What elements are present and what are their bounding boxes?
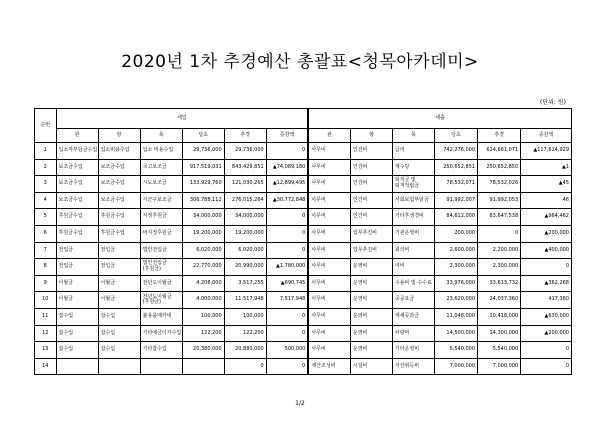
expenditure-supplementary-cell: 7,000,000 [478, 358, 521, 375]
table-row [35, 242, 572, 259]
revenue-mok-cell: 불용품매각대 [140, 308, 182, 325]
revenue-mok-cell: 지정후원금 [140, 209, 182, 226]
revenue-original-cell: 34,000,000 [182, 209, 224, 226]
row-number: 11 [35, 308, 57, 325]
revenue-change-cell: ▲30,772,848 [266, 192, 308, 209]
revenue-gwan-cell: 후원금수입 [56, 225, 98, 242]
revenue-mok-cell: 비지정후원금 [140, 225, 182, 242]
expenditure-change-cell: 0 [521, 358, 572, 375]
expenditure-change-cell: ▲117,614,929 [521, 143, 572, 160]
revenue-hang-cell [98, 358, 140, 375]
expenditure-change-cell: ▲400,000 [521, 242, 572, 259]
expenditure-supplementary-cell: 2,300,000 [478, 259, 521, 276]
expenditure-original-cell: 250,652,851 [434, 159, 477, 176]
expenditure-supplementary-cell: 2,200,000 [478, 242, 521, 259]
expenditure-original-cell: 14,500,000 [434, 325, 477, 342]
revenue-original-cell: 19,200,000 [182, 225, 224, 242]
expenditure-original-cell: 2,300,000 [434, 259, 477, 276]
revenue-gwan-cell: 잡수입 [56, 342, 98, 359]
revenue-mok-cell: 전년도이월금(후원금) [140, 292, 182, 309]
expenditure-gwan-cell: 사무비 [308, 259, 350, 276]
expenditure-original-cell: 200,000 [434, 225, 477, 242]
revenue-gwan-cell: 입소자부담금수입 [56, 143, 98, 160]
expenditure-supplementary-cell: 5,540,000 [478, 342, 521, 359]
expenditure-change-cell: ▲964,462 [521, 209, 572, 226]
revenue-mok-cell: 전년도이월금 [140, 275, 182, 292]
expenditure-gwan-cell: 사무비 [308, 143, 350, 160]
row-number: 12 [35, 325, 57, 342]
revenue-supplementary-cell: 20,990,000 [224, 259, 266, 276]
expenditure-gwan-cell: 사무비 [308, 308, 350, 325]
table-row [35, 192, 572, 209]
row-number: 9 [35, 275, 57, 292]
revenue-mok-cell: 법인전입금(후원금) [140, 259, 182, 276]
expenditure-change-cell: ▲200,000 [521, 325, 572, 342]
header-row-sections [35, 109, 572, 129]
row-number: 13 [35, 342, 57, 359]
table-row [35, 292, 572, 309]
revenue-supplementary-cell: 11,517,948 [224, 292, 266, 309]
expenditure-change-cell: 0 [521, 259, 572, 276]
expenditure-hang-cell: 운영비 [350, 308, 392, 325]
expenditure-supplementary-cell: 78,532,026 [478, 176, 521, 193]
seq-header: 순번 [35, 109, 57, 143]
expenditure-mok-cell: 자산취득비 [392, 358, 434, 375]
table-row [35, 325, 572, 342]
revenue-change-cell: ▲74,089,180 [266, 159, 308, 176]
revenue-gwan-cell: 이월금 [56, 275, 98, 292]
row-number: 14 [35, 358, 57, 375]
revenue-mok-cell: 시도보조금 [140, 176, 182, 193]
revenue-mok-cell: 국고보조금 [140, 159, 182, 176]
expenditure-original-cell: 78,532,071 [434, 176, 477, 193]
expenditure-change-cell: 46 [521, 192, 572, 209]
expenditure-supplementary-cell: 24,037,360 [478, 292, 521, 309]
expenditure-hang-cell: 업무추진비 [350, 225, 392, 242]
revenue-mok-cell: 기타잡수입 [140, 342, 182, 359]
expenditure-mok-cell: 여비 [392, 259, 434, 276]
expenditure-header: 세출 [308, 109, 571, 129]
revenue-change-cell: 0 [266, 358, 308, 375]
expenditure-original-cell: 23,620,000 [434, 292, 477, 309]
revenue-change-cell: 0 [266, 143, 308, 160]
row-number: 10 [35, 292, 57, 309]
expenditure-hang-cell: 인건비 [350, 176, 392, 193]
revenue-hang-cell: 잡수입 [98, 342, 140, 359]
document-title: 2020년 1차 추경예산 총괄표<청목아카데미> [121, 52, 479, 72]
revenue-hang-cell: 후원금수입 [98, 209, 140, 226]
revenue-original-cell: 4,208,000 [182, 275, 224, 292]
table-row [35, 209, 572, 226]
expenditure-original-cell: 742,276,000 [434, 143, 477, 160]
expenditure-supplementary-cell: 91,992,053 [478, 192, 521, 209]
revenue-supplementary-cell: 3,517,255 [224, 275, 266, 292]
unit-label: (단위: 원) [540, 99, 566, 106]
revenue-mok-cell: 법인전입금 [140, 242, 182, 259]
expenditure-hang-cell: 운영비 [350, 275, 392, 292]
revenue-gwan-cell [56, 358, 98, 375]
revenue-hang-cell: 보조금수입 [98, 176, 140, 193]
expenditure-original-cell: 84,612,000 [434, 209, 477, 226]
expenditure-col-header: 당초 [434, 129, 477, 143]
table-row [35, 176, 572, 193]
revenue-change-cell: ▲690,745 [266, 275, 308, 292]
expenditure-hang-cell: 운영비 [350, 342, 392, 359]
revenue-mok-cell: 기타예금이자수입 [140, 325, 182, 342]
expenditure-mok-cell: 사회보험부담금 [392, 192, 434, 209]
revenue-original-cell [182, 358, 224, 375]
revenue-change-cell: 7,517,948 [266, 292, 308, 309]
expenditure-mok-cell: 급여 [392, 143, 434, 160]
revenue-gwan-cell: 잡수입 [56, 308, 98, 325]
table-row [35, 159, 572, 176]
revenue-col-header: 관 [56, 129, 98, 143]
revenue-col-header: 증감액 [266, 129, 308, 143]
expenditure-supplementary-cell: 83,647,538 [478, 209, 521, 226]
expenditure-hang-cell: 업무추진비 [350, 242, 392, 259]
expenditure-mok-cell: 기타운영비 [392, 342, 434, 359]
expenditure-gwan-cell: 사무비 [308, 225, 350, 242]
expenditure-mok-cell: 퇴직금 및 퇴직적립금 [392, 176, 434, 193]
expenditure-mok-cell: 공공요금 [392, 292, 434, 309]
revenue-gwan-cell: 전입금 [56, 259, 98, 276]
expenditure-gwan-cell: 사무비 [308, 342, 350, 359]
header-row-columns [35, 129, 572, 143]
expenditure-change-cell: ▲200,000 [521, 225, 572, 242]
revenue-mok-cell: 입소 비용수입 [140, 143, 182, 160]
expenditure-gwan-cell: 사무비 [308, 242, 350, 259]
page-number: 1/2 [295, 400, 305, 407]
revenue-original-cell: 4,000,000 [182, 292, 224, 309]
expenditure-mok-cell: 제수당 [392, 159, 434, 176]
revenue-original-cell: 6,020,000 [182, 242, 224, 259]
revenue-supplementary-cell: 6,020,000 [224, 242, 266, 259]
expenditure-mok-cell: 수용비 및 수수료 [392, 275, 434, 292]
revenue-supplementary-cell: 34,000,000 [224, 209, 266, 226]
revenue-original-cell: 133,929,760 [182, 176, 224, 193]
expenditure-change-cell: 0 [521, 342, 572, 359]
row-number: 4 [35, 192, 57, 209]
expenditure-col-header: 증감액 [521, 129, 572, 143]
expenditure-gwan-cell: 사무비 [308, 275, 350, 292]
expenditure-original-cell: 91,992,007 [434, 192, 477, 209]
expenditure-hang-cell: 인건비 [350, 209, 392, 226]
expenditure-change-cell: ▲1 [521, 159, 572, 176]
expenditure-supplementary-cell: 10,418,000 [478, 308, 521, 325]
row-number: 8 [35, 259, 57, 276]
revenue-original-cell: 20,380,000 [182, 342, 224, 359]
revenue-col-header: 당초 [182, 129, 224, 143]
expenditure-gwan-cell: 재산조성비 [308, 358, 350, 375]
revenue-mok-cell [140, 358, 182, 375]
table-row [35, 259, 572, 276]
table-row [35, 225, 572, 242]
table-row [35, 143, 572, 160]
revenue-change-cell: 0 [266, 209, 308, 226]
revenue-supplementary-cell: 0 [224, 358, 266, 375]
revenue-header: 세입 [56, 109, 308, 129]
expenditure-col-header: 목 [392, 129, 434, 143]
row-number: 7 [35, 242, 57, 259]
expenditure-mok-cell: 차량비 [392, 325, 434, 342]
expenditure-col-header: 관 [308, 129, 350, 143]
table-row [35, 342, 572, 359]
expenditure-col-header: 항 [350, 129, 392, 143]
revenue-hang-cell: 보조금수입 [98, 192, 140, 209]
expenditure-supplementary-cell: 33,613,732 [478, 275, 521, 292]
revenue-hang-cell: 잡수입 [98, 325, 140, 342]
revenue-change-cell: 0 [266, 242, 308, 259]
expenditure-gwan-cell: 사무비 [308, 192, 350, 209]
revenue-hang-cell: 후원금수입 [98, 225, 140, 242]
expenditure-original-cell: 7,000,000 [434, 358, 477, 375]
revenue-hang-cell: 입소비용수입 [98, 143, 140, 160]
expenditure-hang-cell: 인건비 [350, 143, 392, 160]
revenue-supplementary-cell: 122,200 [224, 325, 266, 342]
revenue-original-cell: 122,200 [182, 325, 224, 342]
revenue-change-cell: ▲1,780,000 [266, 259, 308, 276]
expenditure-hang-cell: 운영비 [350, 259, 392, 276]
revenue-hang-cell: 잡수입 [98, 308, 140, 325]
revenue-supplementary-cell: 20,880,000 [224, 342, 266, 359]
revenue-hang-cell: 이월금 [98, 292, 140, 309]
revenue-original-cell: 917,519,031 [182, 159, 224, 176]
expenditure-mok-cell: 기타후생경비 [392, 209, 434, 226]
expenditure-hang-cell: 인건비 [350, 192, 392, 209]
expenditure-supplementary-cell: 624,661,071 [478, 143, 521, 160]
revenue-hang-cell: 이월금 [98, 275, 140, 292]
row-number: 2 [35, 159, 57, 176]
revenue-original-cell: 100,000 [182, 308, 224, 325]
revenue-supplementary-cell: 29,736,000 [224, 143, 266, 160]
row-number: 5 [35, 209, 57, 226]
expenditure-change-cell: 417,360 [521, 292, 572, 309]
revenue-change-cell: ▲12,899,495 [266, 176, 308, 193]
expenditure-mok-cell: 회의비 [392, 242, 434, 259]
revenue-col-header: 목 [140, 129, 182, 143]
expenditure-original-cell: 2,600,000 [434, 242, 477, 259]
revenue-original-cell: 29,736,000 [182, 143, 224, 160]
expenditure-hang-cell: 시설비 [350, 358, 392, 375]
revenue-change-cell: 0 [266, 225, 308, 242]
revenue-hang-cell: 보조금수입 [98, 159, 140, 176]
revenue-change-cell: 0 [266, 325, 308, 342]
revenue-col-header: 항 [98, 129, 140, 143]
revenue-original-cell: 306,788,112 [182, 192, 224, 209]
expenditure-hang-cell: 운영비 [350, 325, 392, 342]
expenditure-hang-cell: 운영비 [350, 292, 392, 309]
expenditure-gwan-cell: 사무비 [308, 176, 350, 193]
table-row [35, 358, 572, 375]
revenue-gwan-cell: 보조금수입 [56, 176, 98, 193]
expenditure-original-cell: 33,976,000 [434, 275, 477, 292]
expenditure-gwan-cell: 사무비 [308, 209, 350, 226]
revenue-supplementary-cell: 100,000 [224, 308, 266, 325]
revenue-gwan-cell: 후원금수입 [56, 209, 98, 226]
revenue-original-cell: 22,770,000 [182, 259, 224, 276]
row-number: 6 [35, 225, 57, 242]
expenditure-hang-cell: 인건비 [350, 159, 392, 176]
revenue-mok-cell: 시군구보조금 [140, 192, 182, 209]
expenditure-change-cell: ▲362,268 [521, 275, 572, 292]
expenditure-gwan-cell: 사무비 [308, 325, 350, 342]
revenue-change-cell: 500,000 [266, 342, 308, 359]
expenditure-gwan-cell: 사무비 [308, 292, 350, 309]
revenue-gwan-cell: 잡수입 [56, 325, 98, 342]
revenue-gwan-cell: 전입금 [56, 242, 98, 259]
row-number: 3 [35, 176, 57, 193]
revenue-gwan-cell: 이월금 [56, 292, 98, 309]
table-body [35, 143, 572, 375]
revenue-change-cell: 0 [266, 308, 308, 325]
expenditure-mok-cell: 제세공과금 [392, 308, 434, 325]
revenue-hang-cell: 전입금 [98, 242, 140, 259]
table-row [35, 275, 572, 292]
expenditure-gwan-cell: 사무비 [308, 159, 350, 176]
revenue-hang-cell: 전입금 [98, 259, 140, 276]
expenditure-original-cell: 11,048,000 [434, 308, 477, 325]
revenue-supplementary-cell: 19,200,000 [224, 225, 266, 242]
revenue-gwan-cell: 보조금수입 [56, 159, 98, 176]
revenue-col-header: 추경 [224, 129, 266, 143]
expenditure-supplementary-cell: 0 [478, 225, 521, 242]
expenditure-change-cell: ▲45 [521, 176, 572, 193]
revenue-gwan-cell: 보조금수입 [56, 192, 98, 209]
expenditure-change-cell: ▲630,000 [521, 308, 572, 325]
expenditure-col-header: 추경 [478, 129, 521, 143]
revenue-supplementary-cell: 121,030,265 [224, 176, 266, 193]
budget-summary-table [34, 108, 572, 375]
expenditure-original-cell: 5,540,000 [434, 342, 477, 359]
expenditure-mok-cell: 기관운영비 [392, 225, 434, 242]
table-row [35, 308, 572, 325]
row-number: 1 [35, 143, 57, 160]
expenditure-supplementary-cell: 250,652,850 [478, 159, 521, 176]
revenue-supplementary-cell: 843,429,851 [224, 159, 266, 176]
revenue-supplementary-cell: 276,015,264 [224, 192, 266, 209]
expenditure-supplementary-cell: 14,300,000 [478, 325, 521, 342]
